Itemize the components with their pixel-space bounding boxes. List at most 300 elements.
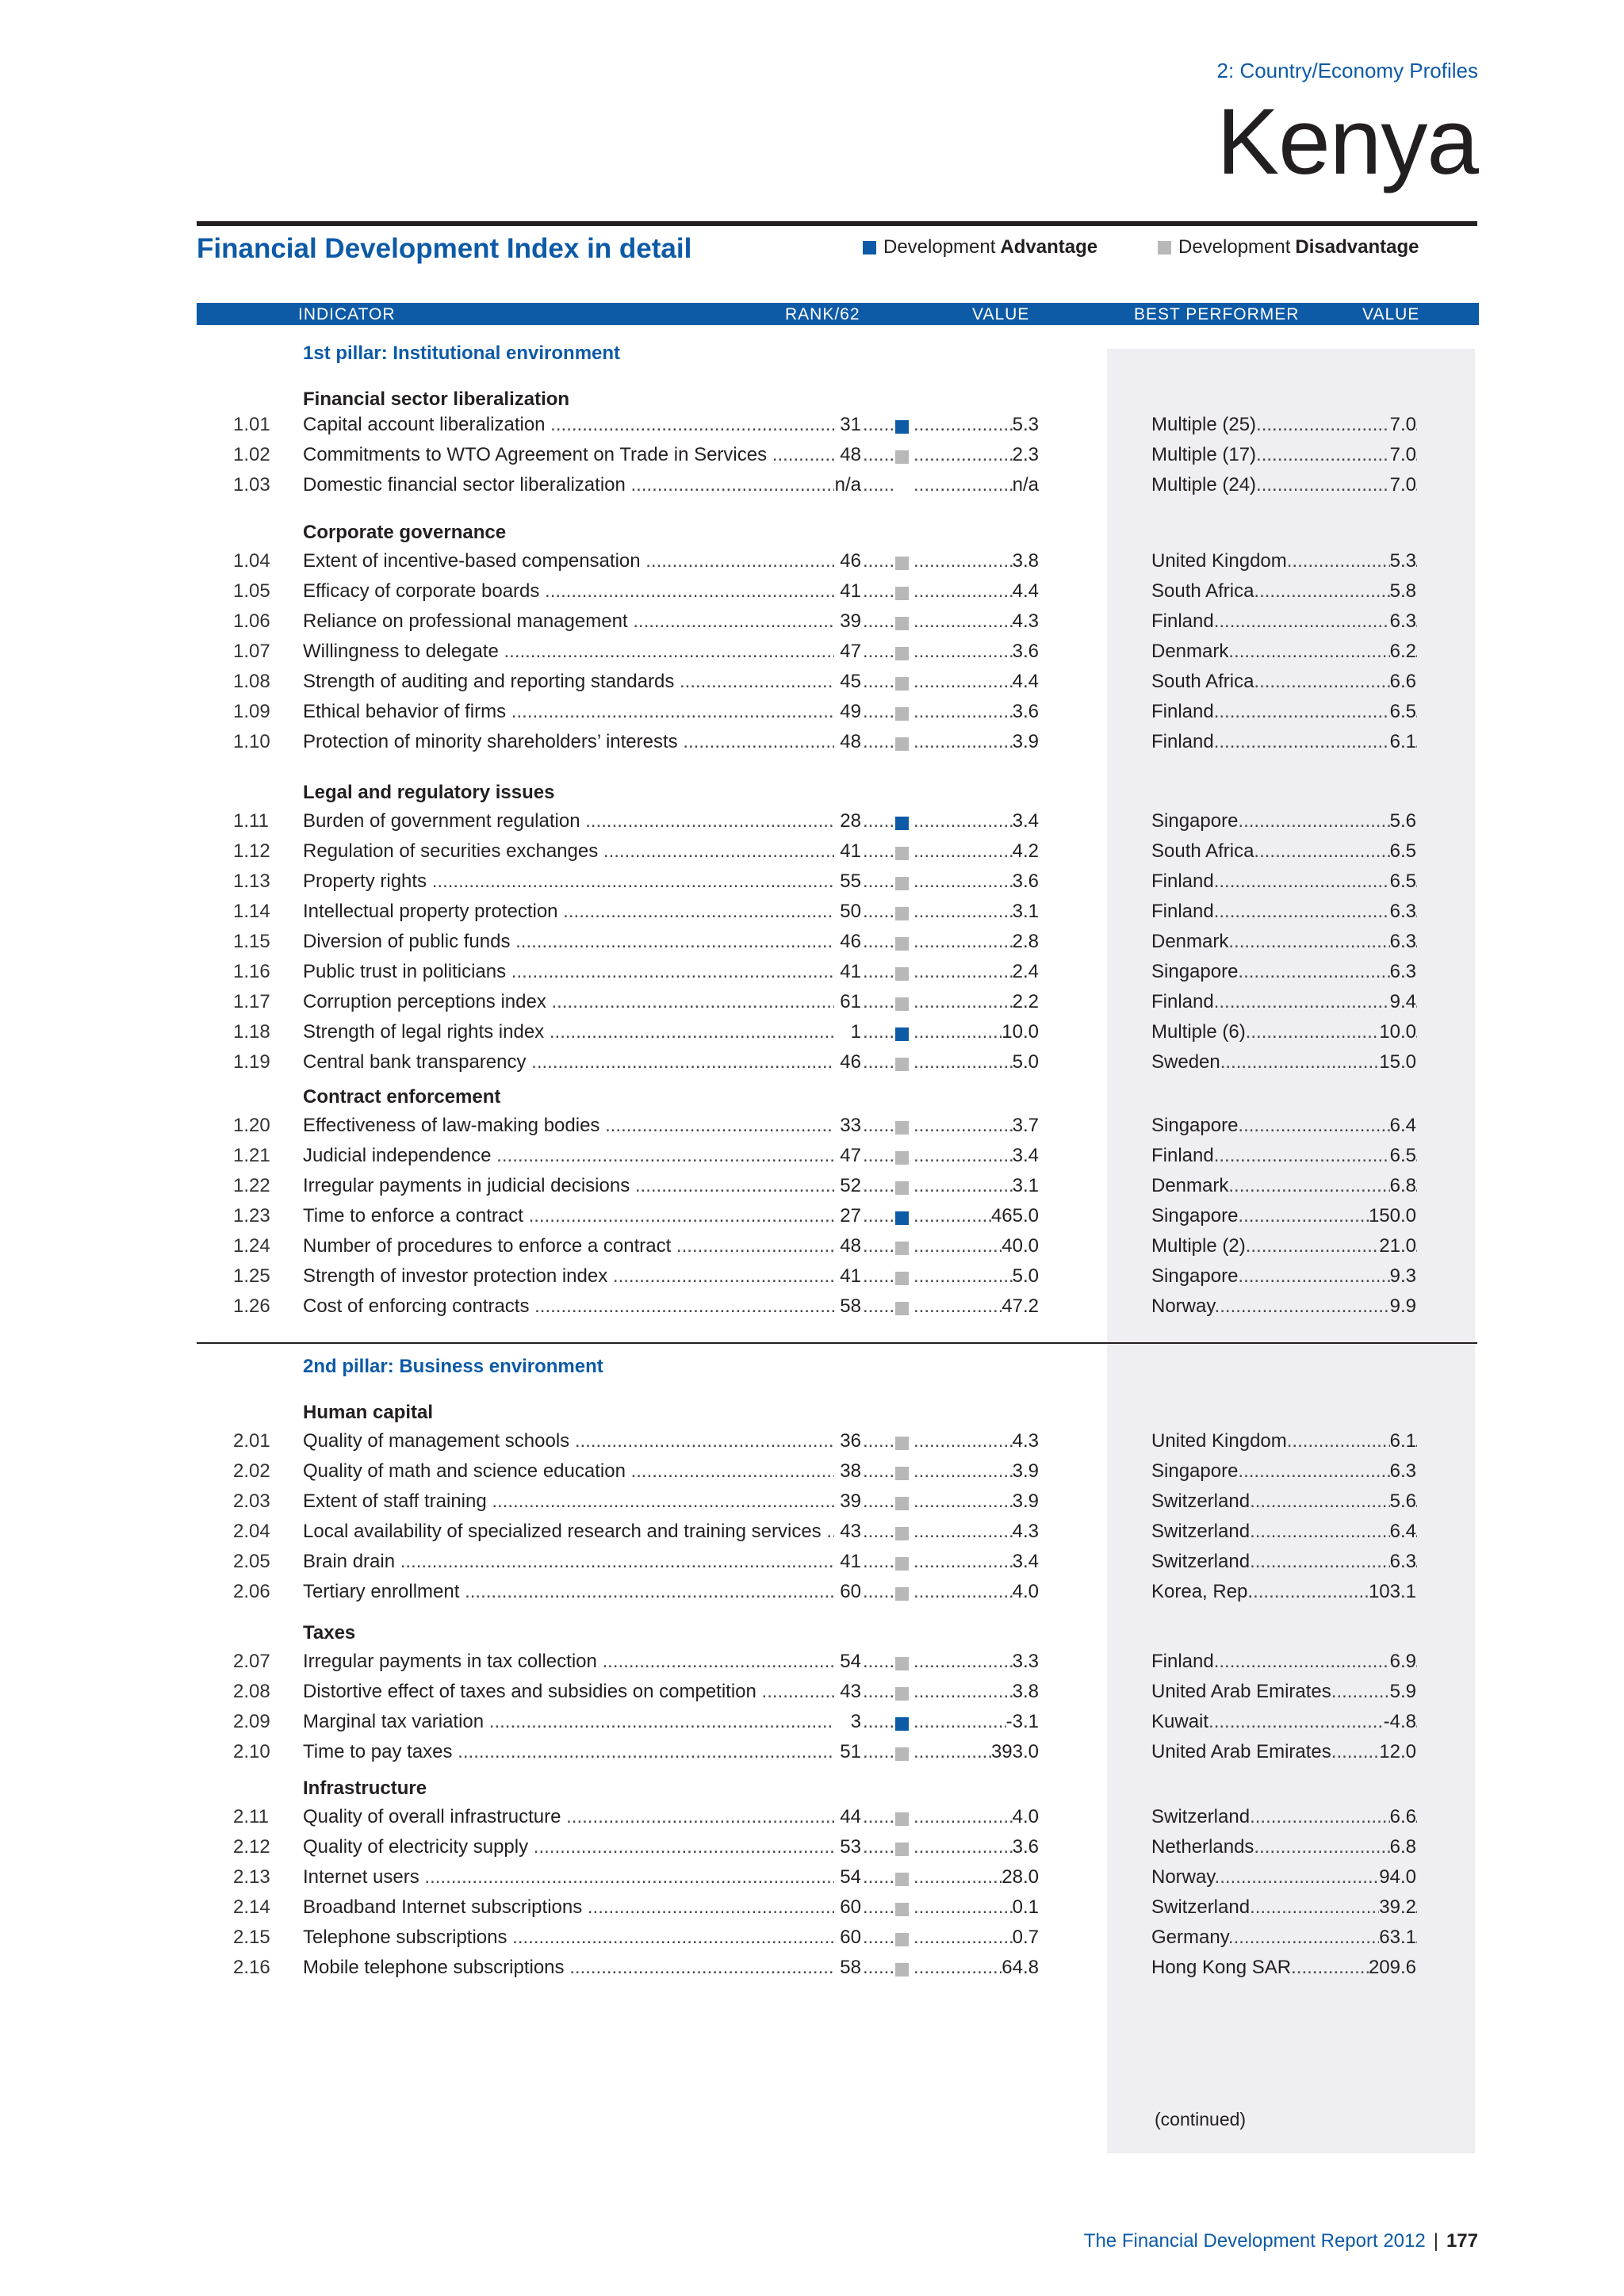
indicator-name: Local availability of specialized research and training services ..... — [303, 1521, 834, 1543]
best-performer: Kuwait ..... — [1151, 1711, 1417, 1733]
indicator-value-cell — [983, 1051, 1039, 1073]
best-value-cell — [1348, 1295, 1416, 1318]
indicator-name: Central bank transparency ..... — [303, 1051, 834, 1073]
best-value: 6.8 — [1389, 1175, 1416, 1196]
best-value-cell — [1348, 1836, 1416, 1858]
indicator-rank: 58 — [834, 1295, 861, 1318]
indicator-value: -3.1 — [1005, 1711, 1039, 1732]
indicator-name: Broadband Internet subscriptions ..... — [303, 1896, 834, 1919]
best-value-cell — [1348, 1460, 1416, 1483]
indicator-number: 1.18 — [233, 1021, 270, 1043]
indicator-rank: 27 — [834, 1205, 861, 1227]
page-footer — [1084, 2230, 1478, 2252]
best-performer: Multiple (2) ..... — [1151, 1235, 1417, 1257]
best-performer: Germany ..... — [1151, 1927, 1417, 1949]
best-value: 6.5 — [1389, 840, 1416, 862]
leader-dots — [863, 1145, 893, 1167]
best-value: 6.8 — [1389, 1836, 1416, 1858]
indicator-rank: 47 — [834, 641, 861, 663]
indicator-value: 3.9 — [1012, 731, 1039, 752]
group-title: Taxes — [303, 1622, 356, 1644]
group-title: Contract enforcement — [303, 1086, 501, 1108]
indicator-value-cell — [983, 1896, 1039, 1919]
leader-dots — [863, 1430, 893, 1452]
disadvantage-square-icon — [895, 877, 909, 890]
best-value-cell — [1348, 810, 1416, 832]
indicator-number: 1.24 — [233, 1235, 270, 1257]
indicator-value: 64.8 — [1002, 1957, 1039, 1978]
indicator-value: 28.0 — [1002, 1866, 1039, 1888]
indicator-number: 1.09 — [233, 701, 270, 722]
best-performer: South Africa ..... — [1151, 580, 1417, 603]
indicator-rank: 31 — [834, 414, 861, 436]
best-value-cell — [1348, 1265, 1416, 1288]
indicator-number: 1.11 — [233, 810, 269, 832]
indicator-value: 2.4 — [1012, 961, 1039, 982]
header-rank: RANK/62 — [785, 305, 860, 323]
best-value: 6.6 — [1389, 1806, 1416, 1827]
indicator-name: Regulation of securities exchanges ..... — [303, 840, 834, 863]
indicator-number: 1.26 — [233, 1295, 270, 1317]
disadvantage-square-icon — [895, 997, 909, 1011]
indicator-number: 2.14 — [233, 1896, 270, 1918]
leader-dots — [863, 1806, 893, 1828]
best-value-cell — [1348, 1205, 1416, 1227]
indicator-number: 1.19 — [233, 1051, 270, 1073]
leader-dots — [863, 1957, 893, 1979]
best-value-cell — [1348, 641, 1416, 663]
indicator-rank: 41 — [834, 1265, 861, 1288]
indicator-rank: 46 — [834, 550, 861, 572]
best-value-cell — [1348, 444, 1416, 466]
indicator-name: Mobile telephone subscriptions ..... — [303, 1957, 834, 1979]
best-value-cell — [1348, 1430, 1416, 1452]
section-reference: 2: Country/Economy Profiles — [1216, 59, 1478, 82]
disadvantage-square-icon — [895, 1933, 909, 1946]
best-performer: Denmark ..... — [1151, 641, 1417, 663]
legend-disadvantage-prefix: Development — [1178, 236, 1291, 258]
indicator-value: 4.4 — [1012, 671, 1039, 692]
indicator-value: 3.8 — [1012, 1681, 1039, 1702]
indicator-name: Number of procedures to enforce a contract ..... — [303, 1235, 834, 1257]
indicator-rank: 60 — [834, 1927, 861, 1949]
indicator-rank: n/a — [834, 474, 861, 496]
indicator-value-cell — [983, 1295, 1039, 1318]
indicator-value-cell — [983, 414, 1039, 436]
best-value: 39.2 — [1379, 1896, 1416, 1918]
disadvantage-square-icon — [895, 1242, 909, 1255]
indicator-value-cell — [983, 1460, 1039, 1483]
best-value: 94.0 — [1379, 1866, 1416, 1888]
indicator-value-cell — [983, 1866, 1039, 1888]
indicator-name: Irregular payments in tax collection ..... — [303, 1651, 834, 1673]
indicator-value: 3.9 — [1012, 1460, 1039, 1482]
indicator-number: 2.12 — [233, 1836, 270, 1858]
best-value: 6.5 — [1389, 871, 1416, 892]
best-performer: Singapore ..... — [1151, 1205, 1417, 1227]
indicator-number: 2.16 — [233, 1957, 270, 1978]
legend-disadvantage-bold: Disadvantage — [1295, 236, 1419, 258]
indicator-rank: 43 — [834, 1521, 861, 1543]
header-value: VALUE — [972, 305, 1030, 323]
indicator-value-cell — [983, 1711, 1039, 1733]
leader-dots — [863, 991, 893, 1013]
indicator-number: 1.20 — [233, 1115, 270, 1136]
indicator-rank: 46 — [834, 931, 861, 953]
table-row — [0, 1741, 1624, 1770]
indicator-rank: 48 — [834, 731, 861, 753]
indicator-value: 10.0 — [1002, 1021, 1039, 1043]
table-row — [0, 1866, 1624, 1895]
indicator-number: 1.12 — [233, 840, 270, 862]
best-performer: Switzerland ..... — [1151, 1806, 1417, 1828]
best-value-cell — [1348, 1711, 1416, 1733]
best-performer: Hong Kong SAR ..... — [1151, 1957, 1417, 1979]
indicator-name: Quality of overall infrastructure ..... — [303, 1806, 834, 1828]
indicator-value: 2.8 — [1012, 931, 1039, 952]
table-row — [0, 1521, 1624, 1549]
table-row — [0, 1581, 1624, 1609]
leader-dots — [863, 550, 893, 572]
indicator-number: 1.07 — [233, 641, 270, 662]
legend-advantage — [863, 236, 1097, 258]
indicator-rank: 41 — [834, 1551, 861, 1573]
best-value: 5.8 — [1389, 580, 1416, 602]
leader-dots — [863, 961, 893, 983]
indicator-number: 2.02 — [233, 1460, 270, 1482]
indicator-rank: 49 — [834, 701, 861, 723]
indicator-number: 2.08 — [233, 1681, 270, 1702]
indicator-value-cell — [983, 871, 1039, 893]
indicator-value-cell — [983, 1235, 1039, 1257]
indicator-value-cell — [983, 1521, 1039, 1543]
disadvantage-square-icon — [895, 450, 909, 464]
indicator-number: 1.21 — [233, 1145, 270, 1166]
leader-dots — [863, 671, 893, 693]
disadvantage-square-icon — [895, 617, 909, 630]
indicator-value: 465.0 — [990, 1205, 1039, 1226]
indicator-name: Quality of electricity supply ..... — [303, 1836, 834, 1858]
indicator-name: Distortive effect of taxes and subsidies on competition ..... — [303, 1681, 834, 1703]
best-value-cell — [1348, 610, 1416, 633]
indicator-name: Quality of math and science education ..... — [303, 1460, 834, 1483]
disadvantage-square-icon — [895, 1302, 909, 1315]
best-value: 150.0 — [1368, 1205, 1416, 1226]
indicator-number: 2.11 — [233, 1806, 269, 1827]
group-title: Legal and regulatory issues — [303, 782, 555, 803]
table-row — [0, 1806, 1624, 1835]
best-value: 9.9 — [1389, 1295, 1416, 1317]
best-value: 103.1 — [1368, 1581, 1416, 1602]
leader-dots — [863, 1711, 893, 1733]
best-value: 21.0 — [1379, 1235, 1416, 1257]
best-value: 6.3 — [1389, 1460, 1416, 1482]
best-performer: Norway ..... — [1151, 1866, 1417, 1888]
best-value: 6.3 — [1389, 931, 1416, 952]
advantage-square-icon — [863, 241, 876, 254]
indicator-value: 3.3 — [1012, 1651, 1039, 1672]
best-value-cell — [1348, 1957, 1416, 1979]
legend-disadvantage — [1158, 236, 1419, 258]
best-performer: Singapore ..... — [1151, 1460, 1417, 1483]
best-performer: Finland ..... — [1151, 871, 1417, 893]
indicator-name: Quality of management schools ..... — [303, 1430, 834, 1452]
group-title: Infrastructure — [303, 1777, 427, 1799]
indicator-rank: 61 — [834, 991, 861, 1013]
best-performer: Multiple (6) ..... — [1151, 1021, 1417, 1043]
indicator-value-cell — [983, 931, 1039, 953]
indicator-value: 4.0 — [1012, 1581, 1039, 1602]
leader-dots — [863, 1651, 893, 1673]
leader-dots — [863, 1836, 893, 1858]
indicator-value-cell — [983, 580, 1039, 603]
leader-dots — [863, 474, 893, 496]
disadvantage-square-icon — [895, 1527, 909, 1540]
best-value-cell — [1348, 1651, 1416, 1673]
table-row — [0, 1021, 1624, 1050]
best-value-cell — [1348, 701, 1416, 723]
table-row — [0, 1460, 1624, 1489]
best-performer: Multiple (17) ..... — [1151, 444, 1417, 466]
leader-dots — [863, 840, 893, 863]
indicator-name: Strength of auditing and reporting standards ..... — [303, 671, 834, 693]
indicator-value: 3.6 — [1012, 1836, 1039, 1858]
indicator-name: Willingness to delegate ..... — [303, 641, 834, 663]
indicator-number: 1.04 — [233, 550, 270, 572]
leader-dots — [863, 1681, 893, 1703]
best-value: 6.3 — [1389, 901, 1416, 922]
indicator-rank: 36 — [834, 1430, 861, 1452]
leader-dots — [863, 901, 893, 923]
best-value-cell — [1348, 1806, 1416, 1828]
best-value: 6.1 — [1389, 731, 1416, 752]
pillar-divider — [197, 1342, 1477, 1344]
country-name: Kenya — [1216, 90, 1478, 194]
indicator-number: 1.15 — [233, 931, 270, 952]
indicator-value: 2.2 — [1012, 991, 1039, 1012]
table-row — [0, 1051, 1624, 1080]
indicator-rank: 1 — [834, 1021, 861, 1043]
fdi-title: Financial Development Index in detail — [197, 233, 692, 264]
indicator-number: 2.10 — [233, 1741, 270, 1762]
header-indicator: INDICATOR — [298, 305, 396, 323]
best-value-cell — [1348, 414, 1416, 436]
indicator-rank: 46 — [834, 1051, 861, 1073]
indicator-value: 40.0 — [1002, 1235, 1039, 1257]
table-row — [0, 1235, 1624, 1264]
disadvantage-square-icon — [895, 1467, 909, 1480]
indicator-value-cell — [983, 991, 1039, 1013]
leader-dots — [863, 1741, 893, 1763]
indicator-value: n/a — [1012, 474, 1039, 496]
table-row — [0, 1295, 1624, 1324]
indicator-name: Corruption perceptions index ..... — [303, 991, 834, 1013]
best-performer: Sweden ..... — [1151, 1051, 1417, 1073]
indicator-name: Ethical behavior of firms ..... — [303, 701, 834, 723]
disadvantage-square-icon — [895, 1151, 909, 1165]
indicator-value: 5.3 — [1012, 414, 1039, 435]
best-value: 6.9 — [1389, 1651, 1416, 1672]
indicator-value: 4.2 — [1012, 840, 1039, 862]
group-title: Corporate governance — [303, 522, 507, 543]
indicator-value: 3.1 — [1012, 901, 1039, 922]
indicator-rank: 41 — [834, 580, 861, 603]
indicator-number: 1.06 — [233, 610, 270, 632]
table-row — [0, 1145, 1624, 1173]
best-performer: Finland ..... — [1151, 991, 1417, 1013]
group-title: Financial sector liberalization — [303, 388, 570, 410]
best-value-cell — [1348, 1896, 1416, 1919]
indicator-number: 1.02 — [233, 444, 270, 465]
disadvantage-square-icon — [895, 1272, 909, 1285]
indicator-value: 4.3 — [1012, 1430, 1039, 1452]
indicator-rank: 28 — [834, 810, 861, 832]
indicator-name: Reliance on professional management ..... — [303, 610, 834, 633]
indicator-value-cell — [983, 1957, 1039, 1979]
disadvantage-square-icon — [895, 1437, 909, 1450]
indicator-name: Judicial independence ..... — [303, 1145, 834, 1167]
table-row — [0, 701, 1624, 729]
best-performer: Singapore ..... — [1151, 1265, 1417, 1288]
best-value-cell — [1348, 1581, 1416, 1603]
indicator-value-cell — [983, 1265, 1039, 1288]
best-performer: Multiple (24) ..... — [1151, 474, 1417, 496]
indicator-name: Effectiveness of law-making bodies ..... — [303, 1115, 834, 1137]
best-performer: Finland ..... — [1151, 1651, 1417, 1673]
best-value: 6.4 — [1389, 1115, 1416, 1136]
pillar-title: 1st pillar: Institutional environment — [303, 342, 621, 364]
best-performer: Netherlands ..... — [1151, 1836, 1417, 1858]
table-row — [0, 641, 1624, 669]
best-value: 6.3 — [1389, 961, 1416, 982]
advantage-square-icon — [895, 420, 909, 434]
best-value-cell — [1348, 991, 1416, 1013]
indicator-value-cell — [983, 1927, 1039, 1949]
indicator-value-cell — [983, 1836, 1039, 1858]
indicator-value: 3.4 — [1012, 810, 1039, 832]
leader-dots — [863, 1866, 893, 1888]
indicator-value: 3.6 — [1012, 641, 1039, 662]
leader-dots — [863, 1265, 893, 1288]
header-best-value: VALUE — [1362, 305, 1420, 323]
best-value: 15.0 — [1379, 1051, 1416, 1073]
indicator-value-cell — [983, 444, 1039, 466]
best-value: 6.3 — [1389, 610, 1416, 632]
indicator-number: 2.07 — [233, 1651, 270, 1672]
leader-dots — [863, 610, 893, 633]
indicator-value: 0.1 — [1012, 1896, 1039, 1918]
indicator-value-cell — [983, 840, 1039, 863]
best-performer: Switzerland ..... — [1151, 1521, 1417, 1543]
top-rule — [197, 221, 1477, 226]
indicator-value: 3.8 — [1012, 550, 1039, 572]
leader-dots — [863, 1021, 893, 1043]
disadvantage-square-icon — [895, 707, 909, 721]
indicator-name: Strength of legal rights index ..... — [303, 1021, 834, 1043]
leader-dots — [863, 701, 893, 723]
best-performer: Denmark ..... — [1151, 931, 1417, 953]
table-row — [0, 1430, 1624, 1459]
best-performer: United Kingdom ..... — [1151, 1430, 1417, 1452]
indicator-name: Property rights ..... — [303, 871, 834, 893]
indicator-number: 1.17 — [233, 991, 270, 1012]
best-value-cell — [1348, 1021, 1416, 1043]
indicator-number: 1.05 — [233, 580, 270, 602]
best-value: 10.0 — [1379, 1021, 1416, 1043]
indicator-rank: 54 — [834, 1866, 861, 1888]
indicator-name: Efficacy of corporate boards ..... — [303, 580, 834, 603]
table-row — [0, 1175, 1624, 1203]
indicator-rank: 3 — [834, 1711, 861, 1733]
indicator-rank: 53 — [834, 1836, 861, 1858]
table-row — [0, 1490, 1624, 1519]
leader-dots — [863, 1551, 893, 1573]
indicator-rank: 48 — [834, 444, 861, 466]
best-value-cell — [1348, 474, 1416, 496]
indicator-value-cell — [983, 961, 1039, 983]
indicator-value-cell — [983, 641, 1039, 663]
disadvantage-square-icon — [895, 1812, 909, 1826]
best-value: 7.0 — [1389, 474, 1416, 496]
disadvantage-square-icon — [1158, 241, 1171, 254]
table-row — [0, 810, 1624, 839]
best-value-cell — [1348, 1175, 1416, 1197]
best-performer: South Africa ..... — [1151, 671, 1417, 693]
best-performer: Finland ..... — [1151, 901, 1417, 923]
best-performer: Switzerland ..... — [1151, 1896, 1417, 1919]
table-row — [0, 871, 1624, 899]
best-performer: Norway ..... — [1151, 1295, 1417, 1318]
best-performer: United Arab Emirates ..... — [1151, 1741, 1417, 1763]
indicator-name: Protection of minority shareholders’ interests ..... — [303, 731, 834, 753]
indicator-value: 3.1 — [1012, 1175, 1039, 1196]
indicator-value-cell — [983, 1581, 1039, 1603]
best-value-cell — [1348, 731, 1416, 753]
best-value-cell — [1348, 1521, 1416, 1543]
table-row — [0, 1551, 1624, 1579]
indicator-value-cell — [983, 731, 1039, 753]
disadvantage-square-icon — [895, 737, 909, 751]
indicator-name: Extent of staff training ..... — [303, 1490, 834, 1513]
indicator-value: 3.4 — [1012, 1145, 1039, 1166]
leader-dots — [863, 1896, 893, 1919]
indicator-name: Extent of incentive-based compensation ..... — [303, 550, 834, 572]
leader-dots — [863, 1490, 893, 1513]
indicator-rank: 45 — [834, 671, 861, 693]
indicator-rank: 47 — [834, 1145, 861, 1167]
indicator-value: 3.6 — [1012, 871, 1039, 892]
best-performer: Multiple (25) ..... — [1151, 414, 1417, 436]
best-performer: Switzerland ..... — [1151, 1490, 1417, 1513]
indicator-name: Capital account liberalization ..... — [303, 414, 834, 436]
indicator-rank: 54 — [834, 1651, 861, 1673]
indicator-number: 2.04 — [233, 1521, 270, 1542]
indicator-value: 4.0 — [1012, 1806, 1039, 1827]
leader-dots — [863, 1235, 893, 1257]
indicator-value-cell — [983, 474, 1039, 496]
leader-dots — [863, 1927, 893, 1949]
best-value: 5.6 — [1389, 810, 1416, 832]
best-value: 6.5 — [1389, 701, 1416, 722]
best-value-cell — [1348, 1866, 1416, 1888]
leader-dots — [863, 1295, 893, 1318]
best-value: 6.5 — [1389, 1145, 1416, 1166]
best-value: 6.4 — [1389, 1521, 1416, 1542]
indicator-value: 4.4 — [1012, 580, 1039, 602]
leader-dots — [863, 1460, 893, 1483]
indicator-number: 1.23 — [233, 1205, 270, 1226]
indicator-rank: 39 — [834, 1490, 861, 1513]
